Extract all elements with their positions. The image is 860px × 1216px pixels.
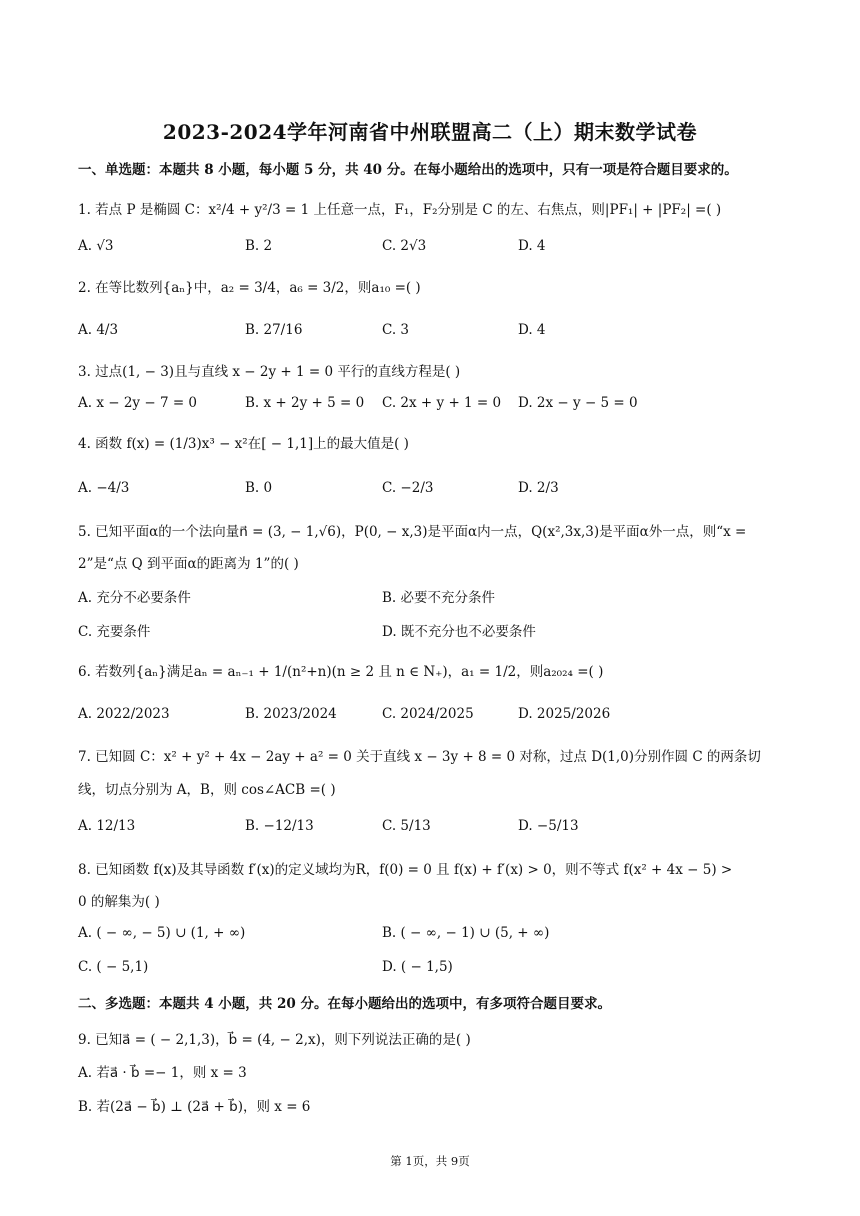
question-7-option-c: C. 5/13 [382,818,431,834]
question-2-option-a: A. 4/3 [78,322,119,338]
question-2-option-c: C. 3 [382,322,410,338]
question-9-option-b: B. 若(2a⃗ − b⃗) ⊥ (2a⃗ + b⃗)，则 x = 6 [78,1099,311,1115]
question-3-stem: 3. 过点(1, − 3)且与直线 x − 2y + 1 = 0 平行的直线方程是( ) [78,364,461,380]
question-1-option-a: A. √3 [78,238,114,254]
question-8-stem-line-2: 0 的解集为( ) [78,894,160,910]
question-1-option-c: C. 2√3 [382,238,427,254]
question-8-option-a: A. ( − ∞, − 5) ∪ (1, + ∞) [78,925,246,941]
question-8-stem-line-1: 8. 已知函数 f(x)及其导函数 f′(x)的定义域均为R，f(0) = 0 且 f(x) + f′(x) > 0，则不等式 f(x² + 4x − 5) > [78,862,733,878]
question-4-option-b: B. 0 [245,480,273,496]
question-5-option-a: A. 充分不必要条件 [78,590,191,606]
question-3-option-a: A. x − 2y − 7 = 0 [78,395,198,411]
question-5-option-d: D. 既不充分也不必要条件 [382,624,536,640]
question-3-option-c: C. 2x + y + 1 = 0 [382,395,502,411]
question-9-option-a: A. 若a⃗ · b⃗ =− 1，则 x = 3 [78,1065,247,1081]
question-6-stem: 6. 若数列{aₙ}满足aₙ = aₙ₋₁ + 1/(n²+n)(n ≥ 2 且 n ∈ N₊)，a₁ = 1/2，则a₂₀₂₄ =( ) [78,664,604,680]
question-1-option-d: D. 4 [518,238,546,254]
question-7-option-d: D. −5/13 [518,818,579,834]
question-4-option-a: A. −4/3 [78,480,130,496]
question-7-stem-line-2: 线，切点分别为 A，B，则 cos∠ACB =( ) [78,782,336,798]
question-8-option-b: B. ( − ∞, − 1) ∪ (5, + ∞) [382,925,550,941]
question-7-option-a: A. 12/13 [78,818,136,834]
question-9-stem: 9. 已知a⃗ = ( − 2,1,3)，b⃗ = (4, − 2,x)，则下列说法正确的是( ) [78,1032,471,1048]
page-footer: 第 1页，共 9页 [390,1154,470,1168]
question-4-option-d: D. 2/3 [518,480,559,496]
question-6-option-c: C. 2024/2025 [382,706,474,722]
question-6-option-d: D. 2025/2026 [518,706,611,722]
page-title: 2023-2024学年河南省中州联盟高二（上）期末数学试卷 [162,120,698,144]
question-5-option-c: C. 充要条件 [78,624,151,640]
question-5-option-b: B. 必要不充分条件 [382,590,496,606]
question-3-option-d: D. 2x − y − 5 = 0 [518,395,638,411]
question-8-option-c: C. ( − 5,1) [78,959,149,975]
question-8-option-d: D. ( − 1,5) [382,959,453,975]
question-2-stem: 2. 在等比数列{aₙ}中，a₂ = 3/4，a₆ = 3/2，则a₁₀ =( ) [78,280,421,296]
question-1-stem: 1. 若点 P 是椭圆 C：x²/4 + y²/3 = 1 上任意一点，F₁，F₂分别是 C 的左、右焦点，则|PF₁| + |PF₂| =( ) [78,202,722,218]
question-6-option-b: B. 2023/2024 [245,706,337,722]
question-4-option-c: C. −2/3 [382,480,434,496]
question-5-stem-line-1: 5. 已知平面α的一个法向量n⃗ = (3, − 1,√6)，P(0, − x,3)是平面α内一点，Q(x²,3x,3)是平面α外一点，则“x = [78,524,747,540]
section-heading-single-choice: 一、单选题：本题共 8 小题，每小题 5 分，共 40 分。在每小题给出的选项中，只有一项是符合题目要求的。 [78,162,738,178]
question-5-stem-line-2: 2”是“点 Q 到平面α的距离为 1”的( ) [78,556,299,572]
question-7-option-b: B. −12/13 [245,818,314,834]
question-2-option-b: B. 27/16 [245,322,303,338]
question-3-option-b: B. x + 2y + 5 = 0 [245,395,365,411]
question-2-option-d: D. 4 [518,322,546,338]
section-heading-multi-choice: 二、多选题：本题共 4 小题，共 20 分。在每小题给出的选项中，有多项符合题目要求。 [78,996,611,1012]
question-7-stem-line-1: 7. 已知圆 C：x² + y² + 4x − 2ay + a² = 0 关于直线 x − 3y + 8 = 0 对称，过点 D(1,0)分别作圆 C 的两条切 [78,749,761,765]
question-1-option-b: B. 2 [245,238,273,254]
question-6-option-a: A. 2022/2023 [78,706,170,722]
question-4-stem: 4. 函数 f(x) = (1/3)x³ − x²在[ − 1,1]上的最大值是( ) [78,436,409,452]
